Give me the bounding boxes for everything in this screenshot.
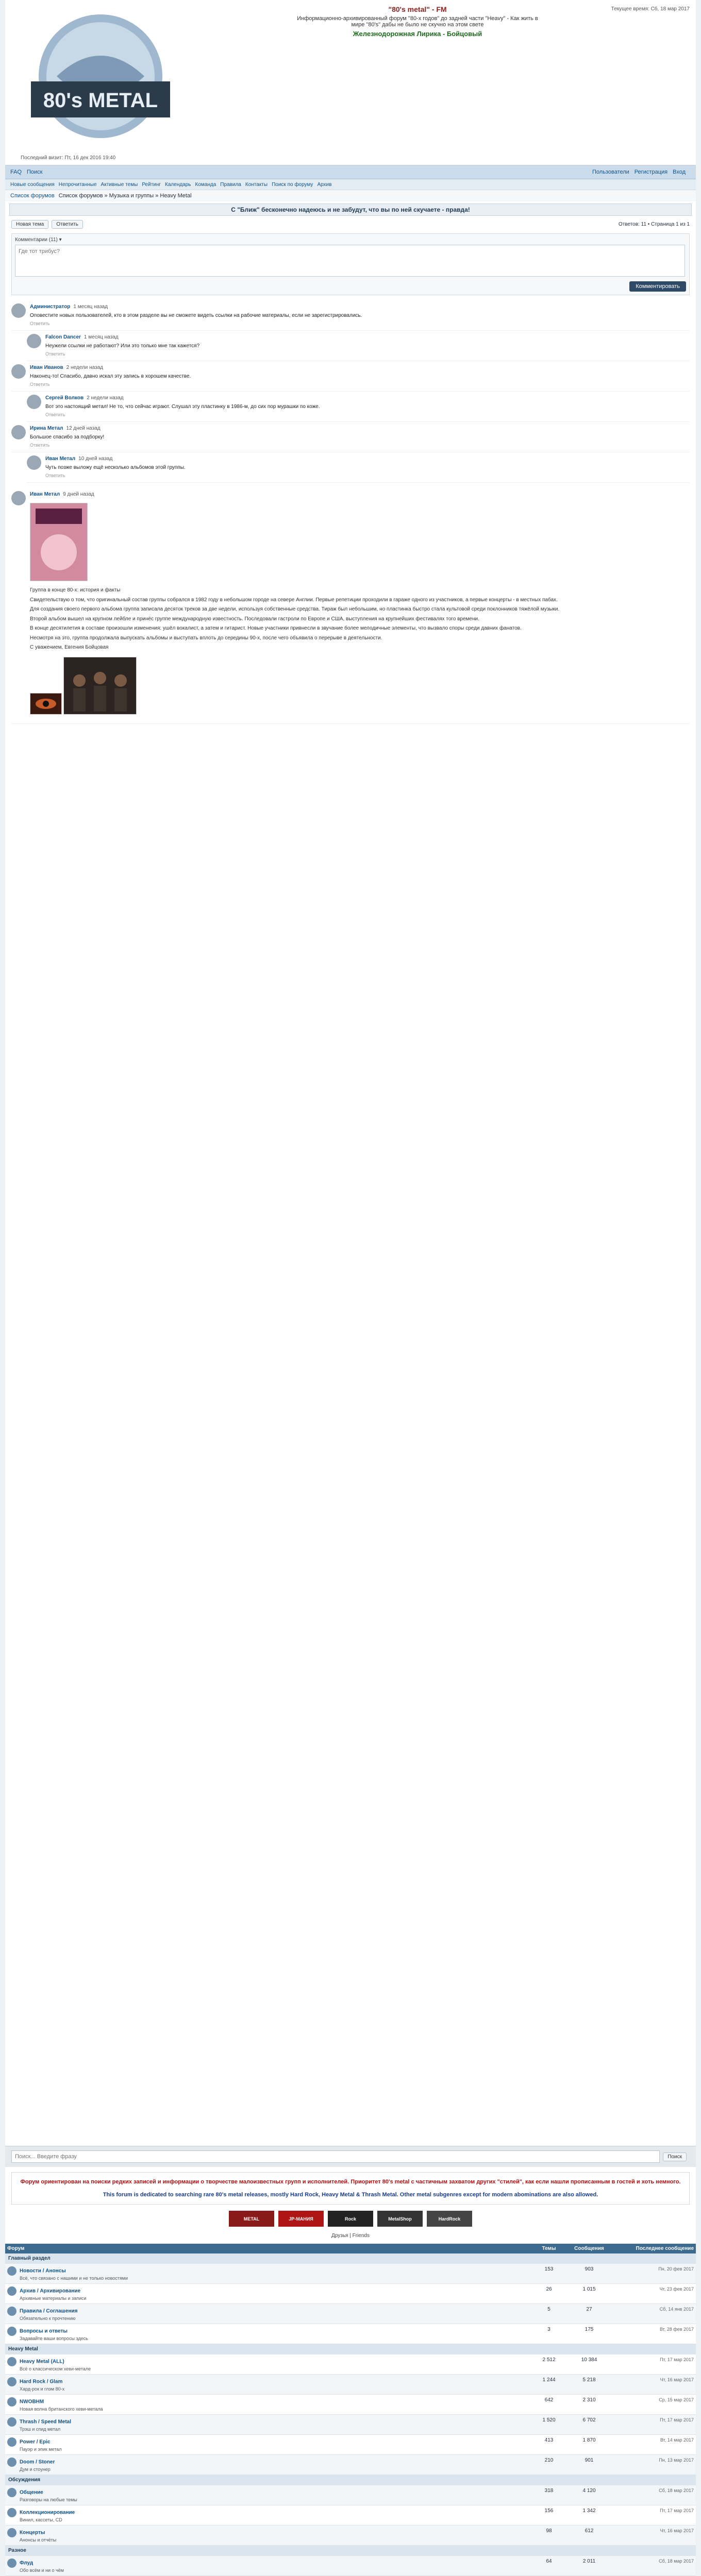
forum-last-post[interactable]: Вт, 28 фев 2017 (609, 2324, 696, 2344)
logo-text: 80's METAL (43, 89, 158, 112)
forum-icon (7, 2307, 16, 2316)
forum-last-post[interactable]: Чт, 23 фев 2017 (609, 2284, 696, 2304)
comment-reply-link[interactable]: Ответить (30, 443, 50, 448)
comment-text: Неужели ссылки не работают? Или это только мне так кажется? (45, 343, 200, 349)
notice-en: This forum is dedicated to searching rare 80's metal releases, mostly Hard Rock, Heavy Metal & Thrash Metal. Other metal subgenres except for modern abominations are also allowed. (103, 2191, 598, 2198)
forum-name[interactable]: Hard Rock / Glam (20, 2379, 63, 2385)
forum-desc: Всё, что связано с нашими и не только новостями (20, 2276, 128, 2281)
forum-posts: 2 011 (569, 2556, 609, 2576)
forum-icon (7, 2508, 16, 2517)
forum-topics: 156 (529, 2505, 569, 2526)
site-header (5, 0, 696, 165)
forum-posts: 903 (569, 2264, 609, 2284)
friends-link[interactable]: Друзья | Friends (331, 2233, 370, 2239)
forum-posts: 175 (569, 2324, 609, 2344)
forum-desc: Обязательно к прочтению (20, 2316, 76, 2321)
nav-index[interactable]: Список форумов (10, 193, 55, 199)
search-bar (5, 2146, 696, 2167)
post-paragraph: Группа в конце 80-х: история и факты (30, 587, 121, 594)
post-paragraph: В конце десятилетия в составе произошли изменения: ушёл вокалист, а затем и гитарист. Новые участники привнесли в звучание более мелодичные элементы, что вызвало споры среди давних фанатов. (30, 625, 522, 632)
post-paragraph: Второй альбом вышел на крупном лейбле и принёс группе международную известность. Последовали гастроли по Европе и США, выступления на крупнейших фестивалях того времени. (30, 616, 479, 622)
quick-link[interactable]: Календарь (165, 181, 191, 188)
col-forum: Форум (5, 2244, 529, 2253)
current-time: Текущее время: Сб, 18 мар 2017 (611, 6, 690, 12)
breadcrumb-path[interactable]: Список форумов » Музыка и группы » Heavy Metal (58, 193, 192, 199)
forum-name[interactable]: NWOBHM (20, 2399, 44, 2405)
quick-link[interactable]: Активные темы (101, 181, 138, 188)
search-input[interactable] (11, 2150, 660, 2163)
comment (11, 422, 690, 452)
navbar (5, 165, 696, 179)
forum-last-post[interactable]: Сб, 18 мар 2017 (609, 2556, 696, 2576)
forum-posts: 27 (569, 2304, 609, 2324)
comment-author[interactable]: Иван Иванов (30, 365, 63, 371)
forum-icon (7, 2327, 16, 2336)
forum-icon (7, 2437, 16, 2447)
forum-desc: Трэш и спид метал (20, 2427, 61, 2432)
topic-replies: Ответов: 11 • Страница 1 из 1 (618, 221, 690, 227)
comment (11, 361, 690, 392)
forum-posts: 5 218 (569, 2375, 609, 2395)
forum-icon (7, 2417, 16, 2427)
search-button[interactable]: Поиск (663, 2153, 687, 2161)
col-topics: Темы (529, 2244, 569, 2253)
forum-name[interactable]: Коллекционирование (20, 2510, 75, 2516)
forum-topics: 3 (529, 2324, 569, 2344)
comment-text: Вот это настоящий метал! Не то, что сейчас играют. Слушал эту пластинку в 1986-м, до сих пор мурашки по коже. (45, 403, 320, 410)
forum-posts: 1 870 (569, 2435, 609, 2455)
forum-desc: Анонсы и отчёты (20, 2537, 57, 2543)
comment-author[interactable]: Falcon Dancer (45, 334, 81, 341)
forum-row (5, 2485, 696, 2505)
forum-category (5, 2253, 696, 2264)
forum-row (5, 2395, 696, 2415)
quick-link[interactable]: Контакты (245, 181, 268, 188)
quick-link[interactable]: Новые сообщения (10, 181, 55, 188)
forum-last-post[interactable]: Чт, 16 мар 2017 (609, 2526, 696, 2546)
forum-posts: 1 342 (569, 2505, 609, 2526)
topic-actions (5, 218, 696, 230)
forum-topics: 1 244 (529, 2375, 569, 2395)
post-paragraph: Для создания своего первого альбома группа записала десяток треков за две недели, используя собственные средства. Тираж был небольшим, но пластинка быстро стала культовой среди поклонников тяжёлой музыки. (30, 606, 560, 613)
comment-date: 1 месяц назад (73, 304, 108, 310)
forum-topics: 210 (529, 2455, 569, 2475)
post-paragraph: Свидетельствую о том, что оригинальный состав группы собрался в 1982 году в небольшом городе на севере Англии. Первые репетиции проходили в гараже одного из участников, а первые концерты - в местных пабах. (30, 597, 558, 603)
forum-row (5, 2455, 696, 2475)
forum-last-post[interactable]: Сб, 14 янв 2017 (609, 2304, 696, 2324)
comment-author[interactable]: Иван Метал (30, 492, 60, 498)
forum-posts: 6 702 (569, 2415, 609, 2435)
forum-row (5, 2284, 696, 2304)
forum-icon (7, 2286, 16, 2296)
forum-posts: 4 120 (569, 2485, 609, 2505)
quick-link[interactable]: Рейтинг (142, 181, 161, 188)
quick-link[interactable]: Команда (195, 181, 216, 188)
comment-author[interactable]: Сергей Волков (45, 395, 84, 401)
post-paragraph: Несмотря на это, группа продолжала выпускать альбомы и выступать вплоть до середины 90-х, после чего объявила о перерыве в деятельности. (30, 635, 382, 641)
comment-reply-link[interactable]: Ответить (45, 351, 65, 357)
post-text (30, 587, 690, 652)
eye-image[interactable] (30, 693, 62, 715)
submit-comment-button[interactable]: Комментировать (629, 281, 686, 292)
comment-input[interactable] (15, 245, 685, 277)
avatar[interactable] (11, 425, 26, 439)
forum-desc: Задавайте ваши вопросы здесь (20, 2336, 88, 2342)
forum-desc: Обо всём и ни о чём (20, 2568, 64, 2573)
comments-list (11, 300, 690, 483)
comment-text: Чуть позже выложу ещё несколько альбомов этой группы. (45, 464, 186, 470)
col-posts: Сообщения (569, 2244, 609, 2253)
forum-posts: 2 310 (569, 2395, 609, 2415)
quick-links (5, 179, 696, 190)
forum-row (5, 2264, 696, 2284)
quick-link[interactable]: Архив (317, 181, 332, 188)
forum-name[interactable]: Флуд (20, 2560, 34, 2566)
nav-faq[interactable]: FAQ (10, 169, 22, 175)
site-tagline: Железнодорожная Лирика - Бойцовый (353, 30, 482, 38)
avatar[interactable] (27, 455, 41, 470)
banner[interactable]: MetalShop (377, 2211, 423, 2227)
category-title[interactable]: Обсуждения (5, 2475, 696, 2485)
forum-icon (7, 2397, 16, 2406)
forum-last-post[interactable]: Пн, 20 фев 2017 (609, 2264, 696, 2284)
album-cover-image[interactable] (30, 503, 88, 581)
forum-icon (7, 2558, 16, 2568)
forum-row (5, 2526, 696, 2546)
comment-text: Большое спасибо за подборку! (30, 434, 105, 440)
long-post (11, 488, 690, 724)
forum-last-post[interactable]: Вт, 14 мар 2017 (609, 2435, 696, 2455)
forum-posts: 901 (569, 2455, 609, 2475)
forum-icon (7, 2458, 16, 2467)
comment-date: 2 недели назад (87, 395, 124, 401)
col-last: Последнее сообщение (609, 2244, 696, 2253)
forum-last-post[interactable]: Пт, 17 мар 2017 (609, 2415, 696, 2435)
comment-text: Оповестите новых пользователей, кто в этом разделе вы не сможете видеть ссылки на рабочие материалы, если не зарегистрировались. (30, 312, 362, 318)
forum-row (5, 2505, 696, 2526)
forum-last-post[interactable]: Ср, 15 мар 2017 (609, 2395, 696, 2415)
forum-posts: 1 015 (569, 2284, 609, 2304)
forum-category (5, 2344, 696, 2354)
avatar[interactable] (27, 395, 41, 409)
forum-desc: Пауэр и эпик метал (20, 2447, 62, 2452)
forum-icon (7, 2266, 16, 2276)
site-subtitle: Информационно-архивированный форум "80-х годов" до задней части "Heavy" - Как жить в мире "80's" дабы не было не скучно на этом свете (297, 15, 538, 28)
forum-desc: Хард-рок и глэм 80-х (20, 2386, 65, 2392)
forum-name[interactable]: Heavy Metal (ALL) (20, 2359, 64, 2365)
banner[interactable]: Rock (328, 2211, 373, 2227)
forum-desc: Архивные материалы и записи (20, 2296, 87, 2301)
comment-date: 9 дней назад (63, 492, 94, 498)
nav-users[interactable]: Пользователи (592, 169, 629, 175)
forum-name[interactable]: Концерты (20, 2530, 45, 2536)
comment-date: 2 недели назад (66, 365, 104, 371)
nav-search[interactable]: Поиск (27, 169, 43, 175)
page (5, 0, 696, 2576)
forum-name[interactable]: Power / Epic (20, 2439, 51, 2445)
banner[interactable]: HardRock (427, 2211, 472, 2227)
quick-link[interactable]: Поиск по форуму (272, 181, 313, 188)
forum-name[interactable]: Вопросы и ответы (20, 2328, 68, 2334)
avatar[interactable] (11, 303, 26, 318)
nav-login[interactable]: Вход (673, 169, 686, 175)
banner[interactable]: JP-МАНИЯ (278, 2211, 324, 2227)
comment-date: 12 дней назад (66, 426, 101, 432)
comment-reply-link[interactable]: Ответить (30, 382, 50, 387)
comment-date: 1 месяц назад (84, 334, 119, 341)
comments-count[interactable]: Комментарии (11) ▾ (15, 237, 62, 243)
comment-reply-link[interactable]: Ответить (45, 412, 65, 418)
forum-topics: 1 520 (529, 2415, 569, 2435)
forum-row (5, 2435, 696, 2455)
comment-date: 10 дней назад (78, 456, 113, 462)
breadcrumb (5, 190, 696, 201)
comment-author[interactable]: Администратор (30, 304, 71, 310)
forum-icon (7, 2528, 16, 2537)
post-reply-button[interactable]: Ответить (52, 220, 83, 229)
avatar[interactable] (11, 364, 26, 379)
forum-topics: 64 (529, 2556, 569, 2576)
avatar[interactable] (27, 334, 41, 348)
forum-row (5, 2354, 696, 2375)
site-logo[interactable] (15, 4, 186, 159)
avatar[interactable] (11, 491, 26, 505)
category-title[interactable]: Главный раздел (5, 2253, 696, 2264)
quick-link[interactable]: Правила (220, 181, 241, 188)
forum-row (5, 2324, 696, 2344)
comment (27, 392, 690, 422)
forum-desc: Новая волна британского хеви-метала (20, 2406, 103, 2412)
forum-topics: 153 (529, 2264, 569, 2284)
forum-topics: 642 (529, 2395, 569, 2415)
forum-posts: 10 384 (569, 2354, 609, 2375)
forum-category (5, 2475, 696, 2485)
comment-reply-link[interactable]: Ответить (30, 321, 50, 326)
forum-name[interactable]: Общение (20, 2489, 43, 2496)
reply-form (11, 233, 690, 295)
forum-last-post[interactable]: Пн, 13 мар 2017 (609, 2455, 696, 2475)
forum-index (5, 2244, 696, 2576)
forum-notice (11, 2172, 690, 2205)
forum-last-post[interactable]: Чт, 16 мар 2017 (609, 2375, 696, 2395)
comment (27, 331, 690, 361)
comment-reply-link[interactable]: Ответить (45, 473, 65, 479)
forum-row (5, 2375, 696, 2395)
notice-ru: Форум ориентирован на поиски редких записей и информации о творчестве малоизвестных групп и исполнителей. Приоритет 80's metal с частичным захватом других "стилей", как если нашли прописанным в гостей и хоть немного. (20, 2179, 681, 2185)
forum-desc: Дум и стоунер (20, 2467, 51, 2472)
forum-topics: 413 (529, 2435, 569, 2455)
forum-row (5, 2304, 696, 2324)
site-title[interactable]: "80's metal" - FM (388, 5, 447, 13)
category-title[interactable]: Heavy Metal (5, 2344, 696, 2354)
comment-author[interactable]: Ирина Метал (30, 426, 63, 432)
nav-register[interactable]: Регистрация (634, 169, 668, 175)
forum-desc: Разговоры на любые темы (20, 2497, 77, 2503)
banners (5, 2211, 696, 2227)
forum-topics: 5 (529, 2304, 569, 2324)
forum-last-post[interactable]: Пт, 17 мар 2017 (609, 2505, 696, 2526)
comment-text: Наконец-то! Спасибо, давно искал эту запись в хорошем качестве. (30, 373, 191, 379)
comment-author[interactable]: Иван Метал (45, 456, 76, 462)
forum-row (5, 2556, 696, 2576)
forum-topics: 26 (529, 2284, 569, 2304)
topic-title: С "Ближ" бесконечно надеюсь и не забудут, что вы по ней скучаете - правда! (9, 204, 692, 216)
forum-last-post[interactable]: Сб, 18 мар 2017 (609, 2485, 696, 2505)
forum-row (5, 2415, 696, 2435)
forum-desc: Всё о классическом хеви-метале (20, 2366, 91, 2372)
forum-name[interactable]: Новости / Анонсы (20, 2268, 66, 2274)
forum-desc: Винил, кассеты, CD (20, 2517, 62, 2523)
new-topic-button[interactable]: Новая тема (11, 220, 48, 229)
site-title-block (294, 5, 541, 38)
quick-link[interactable]: Непрочитанные (58, 181, 97, 188)
comment (11, 300, 690, 331)
post-paragraph: С уважением, Евгения Бойцовая (30, 645, 109, 651)
category-title[interactable]: Разное (5, 2546, 696, 2556)
band-photo-image[interactable] (63, 657, 137, 715)
forum-last-post[interactable]: Пт, 17 мар 2017 (609, 2354, 696, 2375)
banner[interactable]: METAL (229, 2211, 274, 2227)
forum-topics: 98 (529, 2526, 569, 2546)
forum-name[interactable]: Thrash / Speed Metal (20, 2419, 72, 2425)
forum-name[interactable]: Doom / Stoner (20, 2459, 55, 2465)
forum-icon (7, 2357, 16, 2366)
comment (27, 452, 690, 483)
forum-topics: 2 512 (529, 2354, 569, 2375)
forum-name[interactable]: Правила / Соглашения (20, 2308, 78, 2314)
forum-icon (7, 2377, 16, 2386)
forum-topics: 318 (529, 2485, 569, 2505)
last-visit: Последний визит: Пт, 16 дек 2016 19:40 (21, 155, 116, 161)
forum-category (5, 2546, 696, 2556)
forum-icon (7, 2488, 16, 2497)
forum-posts: 612 (569, 2526, 609, 2546)
spacer (5, 729, 696, 2146)
forum-name[interactable]: Архив / Архивирование (20, 2288, 81, 2294)
